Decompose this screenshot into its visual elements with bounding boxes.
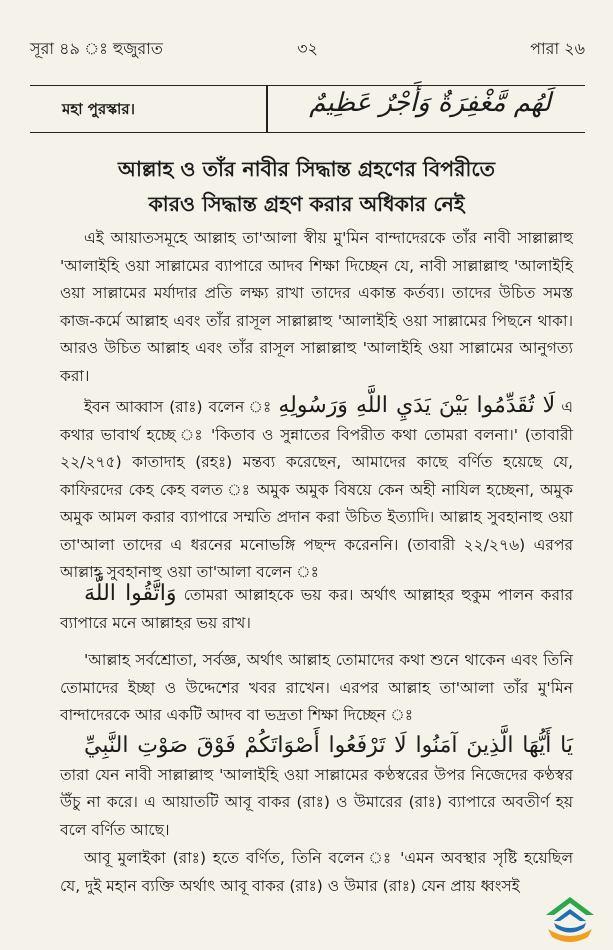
heading-line-2: কারও সিদ্ধান্ত গ্রহণ করার অধিকার নেই (148, 192, 465, 216)
paragraph-5 (60, 732, 573, 844)
page-header (30, 30, 585, 60)
paragraph-3 (60, 580, 573, 637)
publisher-logo-icon (540, 893, 600, 945)
paragraph-1: এই আয়াতসমূহে আল্লাহ তা'আলা স্বীয় মু'মিন বান্দাদেরকে তাঁর নাবী সাল্লাল্লাহু 'আলাইহি ওয়া সাল্লামের ব্যাপারে আদব শিক্ষা দিচ্ছেন যে, নাবী সাল্লাল্লাহু 'আলাইহি ওয়া সাল্লামের মর্যাদার প্রতি লক্ষ্য রাখা তাদের একান্ত কর্তব্য। তাদের উচিত সমস্ত কাজ-কর্মে আল্লাহ এবং তাঁর রাসূল সাল্লাল্লাহু 'আলাইহি ওয়া সাল্লামের পিছনে থাকা। আরও উচিত আল্লাহ এবং তাঁর রাসূল সাল্লাল্লাহু 'আলাইহি ওয়া সাল্লামের আনুগত্য করা। (60, 229, 573, 385)
p5-arabic: يَا أَيُّهَا الَّذِينَ آمَنُوا لَا تَرْفَعُوا أَصْوَاتَكُمْ فَوْقَ صَوْتِ النَّبِيِّ (84, 733, 573, 758)
p2-arabic: لَا تُقَدِّمُوا بَيْنَ يَدَيِ اللَّهِ وَرَسُولِهِ (278, 393, 556, 418)
verse-box-divider (266, 86, 268, 132)
paragraph-4: 'আল্লাহ সর্বশ্রোতা, সর্বজ্ঞ, অর্থাৎ আল্লাহ তোমাদের কথা শুনে থাকেন এবং তিনি তোমাদের ইচ্ছা ও উদ্দেশের খবর রাখেন। এরপর আল্লাহ তা'আলা তাঁর মু'মিন বান্দাদেরকে আর একটি আদব বা ভদ্রতা শিক্ষা দিচ্ছেন ঃ (60, 651, 573, 724)
p2-intro: ইবন আব্বাস (রাঃ) বলেন ঃ (84, 398, 273, 416)
p5-text: তারা যেন নাবী সাল্লাল্লাহু 'আলাইহি ওয়া সাল্লামের কণ্ঠস্বরের উপর নিজেদের কণ্ঠস্বর উঁচু না করে। এ আয়াতটি আবূ বাকর (রাঃ) ও উমারের (রাঃ) ব্যাপারে অবতীর্ণ হয় বলে বর্ণিত আছে। (60, 765, 573, 839)
verse-translation: মহা পুরস্কার। (62, 100, 135, 118)
verse-arabic: لَهُم مَّغْفِرَةٌ وَأَجْرٌ عَظِيمٌ (309, 88, 551, 118)
p2-text: এ কথার ভাবার্থ হচ্ছে ঃ 'কিতাব ও সুন্নাতের বিপরীত কথা তোমরা বলনা।' (তাবারী ২২/২৭৫) কাতাদাহ (রহঃ) মন্তব্য করেছেন, আমাদের কাছে বর্ণিত হয়েছে যে, কাফিরদের কেহ কেহ বলত ঃ অমুক অমুক বিষয়ে কেন অহী নাযিল হচ্ছেনা, অমুক অমুক আমল করার ব্যাপারে সম্মতি প্রদান করা উচিত ইত্যাদি। আল্লাহ সুবহানাহু ওয়া তা'আলা তাদের এ ধরনের মনোভঙ্গি পছন্দ করেননি। (তাবারী ২২/২৭৬) এরপর আল্লাহ সুবহানাহু ওয়া তা'আলা বলেন ঃ (60, 398, 573, 581)
para-label: পারা ২৬ (530, 39, 585, 58)
verse-box (30, 85, 585, 133)
page-number: ৩২ (297, 39, 318, 58)
section-heading (40, 152, 573, 222)
paragraph-6: আবূ মুলাইকা (রাঃ) হতে বর্ণিত, তিনি বলেন ঃ 'এমন অবস্থার সৃষ্টি হয়েছিল যে, দুই মহান ব্যক্তি অর্থাৎ আবূ বাকর (রাঃ) ও উমার (রাঃ) যেন প্রায় ধ্বংসই (60, 849, 573, 895)
paragraph-2 (60, 392, 573, 587)
p3-arabic: وَاتَّقُوا اللَّهَ (84, 581, 177, 606)
p3-text: তোমরা আল্লাহকে ভয় কর। অর্থাৎ আল্লাহর হুকুম পালন করার ব্যাপারে মনে আল্লাহর ভয় রাখ। (60, 586, 573, 632)
heading-line-1: আল্লাহ ও তাঁর নাবীর সিদ্ধান্ত গ্রহণের বিপরীতে (118, 157, 495, 181)
surah-label: সূরা ৪৯ ঃ হুজুরাত (30, 39, 163, 58)
